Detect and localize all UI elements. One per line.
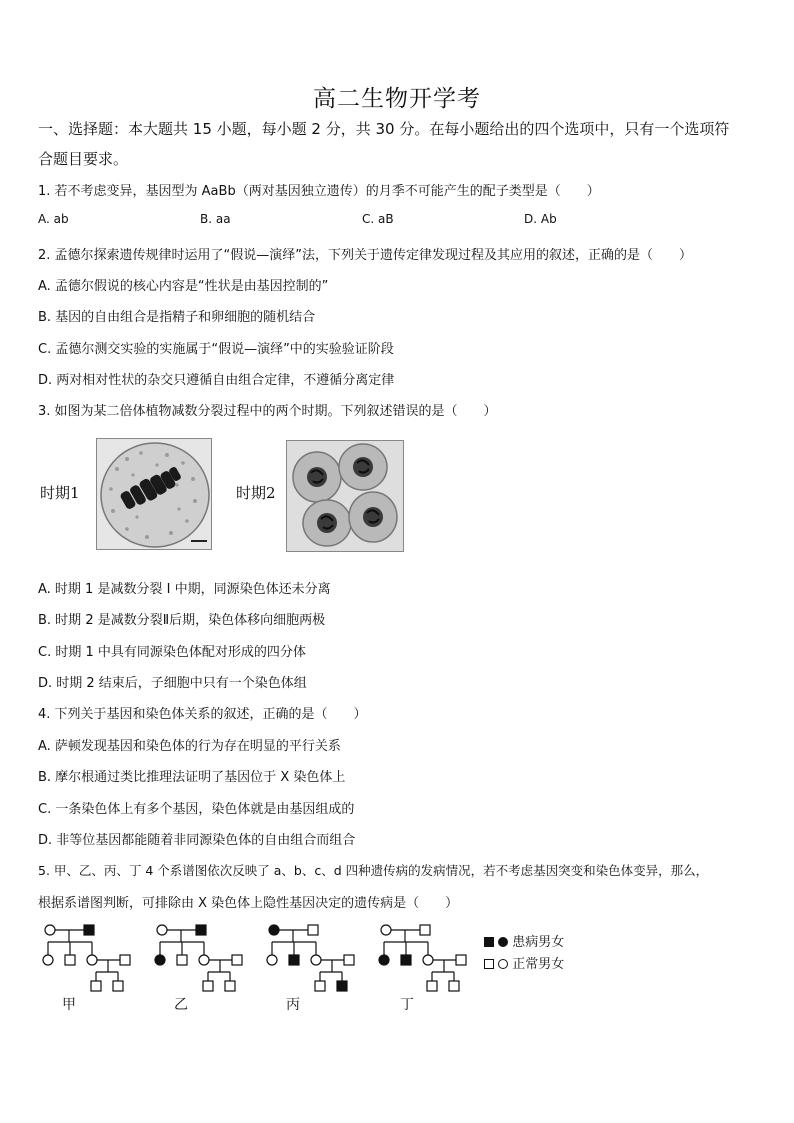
q2-option-d: D. 两对相对性状的杂交只遵循自由组合定律，不遵循分离定律 [38,373,395,388]
pedigree-legend [484,932,564,976]
section-header [38,114,758,174]
pedigree-label-ding: 丁 [400,997,414,1013]
q3-option-c: C. 时期 1 中具有同源染色体配对形成的四分体 [38,645,306,660]
pedigree-ding [379,925,466,991]
q2-option-c: C. 孟德尔测交实验的实施属于“假说—演绎”中的实验验证阶段 [38,342,394,357]
open-circle-icon [498,959,508,969]
pedigree-label-yi: 乙 [174,997,188,1013]
q4-stem: 4. 下列关于基因和染色体关系的叙述，正确的是（ ） [38,707,367,722]
q4-option-c: C. 一条染色体上有多个基因，染色体就是由基因组成的 [38,802,355,817]
figure-label-period-2: 时期2 [236,484,276,502]
q5-stem-line-1: 5. 甲、乙、丙、丁 4 个系谱图依次反映了 a、b、c、d 四种遗传病的发病情况，若不考虑基因突变和染色体变异，那么， [38,863,709,878]
q4-option-d: D. 非等位基因都能随着非同源染色体的自由组合而组合 [38,833,356,848]
q2-option-b: B. 基因的自由组合是指精子和卵细胞的随机结合 [38,310,316,325]
pedigree-yi [155,925,242,991]
q3-stem: 3. 如图为某二倍体植物减数分裂过程中的两个时期。下列叙述错误的是（ ） [38,404,497,419]
q1-stem: 1. 若不考虑变异，基因型为 AaBb（两对基因独立遗传）的月季不可能产生的配子类型是（ ） [38,184,600,199]
period-1-cell-image [96,438,212,550]
filled-circle-icon [498,937,508,947]
meiosis-figure [40,438,410,552]
q2-stem: 2. 孟德尔探索遗传规律时运用了“假说—演绎”法，下列关于遗传定律发现过程及其应用的叙述，正确的是（ ） [38,248,693,263]
q1-option-a: A. ab [38,212,69,226]
page-title: 高二生物开学考 [313,86,481,112]
legend-affected-label: 患病男女 [512,935,565,950]
figure-label-period-1: 时期1 [40,484,80,502]
period-2-cell-image [286,440,404,552]
q1-option-b: B. aa [200,212,231,226]
q5-stem-line-2: 根据系谱图判断，可排除由 X 染色体上隐性基因决定的遗传病是（ ） [38,896,459,911]
q3-option-d: D. 时期 2 结束后，子细胞中只有一个染色体组 [38,676,307,691]
section-line-2: 合题目要求。 [38,150,129,168]
q4-option-a: A. 萨顿发现基因和染色体的行为存在明显的平行关系 [38,739,341,754]
pedigree-jia [43,925,130,991]
pedigree-label-bing: 丙 [286,997,300,1013]
q3-option-b: B. 时期 2 是减数分裂Ⅱ后期，染色体移向细胞两极 [38,613,326,628]
q1-option-c: C. aB [362,212,394,226]
open-square-icon [484,959,494,969]
legend-affected [484,932,564,954]
q2-option-a: A. 孟德尔假说的核心内容是“性状是由基因控制的” [38,279,329,294]
section-line-1: 一、选择题：本大题共 15 小题，每小题 2 分，共 30 分。在每小题给出的四个选项中，只有一个选项符 [38,120,730,138]
q1-option-d: D. Ab [524,212,557,226]
filled-square-icon [484,937,494,947]
pedigree-label-jia: 甲 [62,997,76,1013]
q4-option-b: B. 摩尔根通过类比推理法证明了基因位于 X 染色体上 [38,770,346,785]
legend-normal-label: 正常男女 [512,957,565,972]
legend-normal [484,954,564,976]
pedigree-bing [267,925,354,991]
q3-option-a: A. 时期 1 是减数分裂 Ⅰ 中期，同源染色体还未分离 [38,582,331,597]
